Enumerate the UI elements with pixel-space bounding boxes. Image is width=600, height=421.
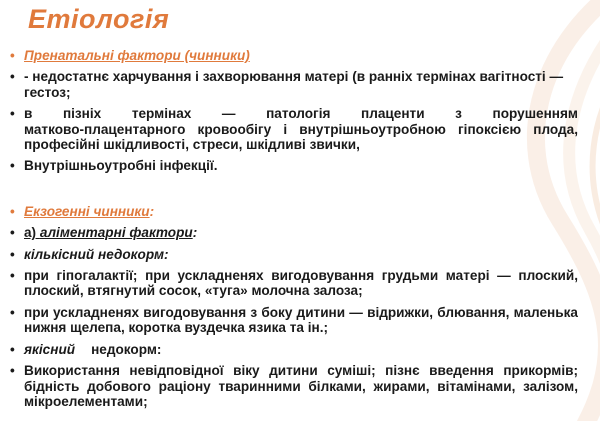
late-terms-text-line2: матково-плацентарного кровообігу і внутрішньоутробною гіпоксією плода, професійні шкідливості, стреси, шкідливі звички, [24,121,578,153]
list-item-qualitative [0,342,600,357]
list-item-child-feeding [0,305,600,336]
exogenous-heading-colon: : [149,203,155,219]
nutrition-text: - недостатнє харчування і захворювання матері (в ранніх термінах вагітності — гестоз; [24,69,564,100]
bullet: • [10,363,15,379]
qualitative-text: якісний [24,341,76,357]
content-list [0,48,600,409]
list-item-prenatal-heading [0,48,600,63]
bullet: • [10,225,15,241]
bullet: • [10,69,15,85]
slide-title: Етіологія [28,4,170,34]
list-item-nutrition [0,69,600,100]
bullet: • [10,203,15,219]
formula-use-text: Використання невідповідної віку дитини суміші; пізнє введення прикормів; бідність добового раціону тваринними білками, жирами, вітамінами, залізом, мікроелементами; [24,363,578,409]
alimentary-prefix: а) [24,225,40,241]
list-item-infections [0,158,600,173]
bullet: • [10,246,15,262]
child-feeding-text: при ускладненях вигодовування з боку дитини — відрижки, блювання, маленька нижня щелепа, коротка вуздечка язика та ін.; [24,304,578,336]
bullet: • [10,268,15,284]
list-item-hypogalactia [0,268,600,299]
list-item-formula-use [0,363,600,409]
quantitative-text: кількісний недокорм: [24,246,169,262]
qualitative-suffix: недокорм: [91,341,162,357]
late-terms-text-line1: в пізніх термінах — патологія плаценти з порушенням [24,106,578,122]
alimentary-colon: : [192,225,198,241]
bullet: • [10,304,15,320]
list-item-late-terms [0,106,600,152]
bullet: • [10,48,15,63]
prenatal-heading-text: Пренатальні фактори (чинники) [24,48,250,63]
list-item-alimentary [0,225,600,240]
bullet: • [10,106,15,122]
infections-text: Внутрішньоутробні інфекції. [24,158,218,174]
bullet: • [10,158,15,174]
alimentary-text: аліментарні фактори [39,225,193,241]
list-item-quantitative [0,247,600,262]
list-item-exogenous-heading [0,204,600,219]
hypogalactia-text: при гіпогалактії; при ускладненях вигодовування грудьми матері — плоский, плоский, втягнутий сосок, «туга» молочна залоза; [24,268,578,299]
exogenous-heading-text: Екзогенні чинники [24,203,150,219]
bullet: • [10,341,15,357]
